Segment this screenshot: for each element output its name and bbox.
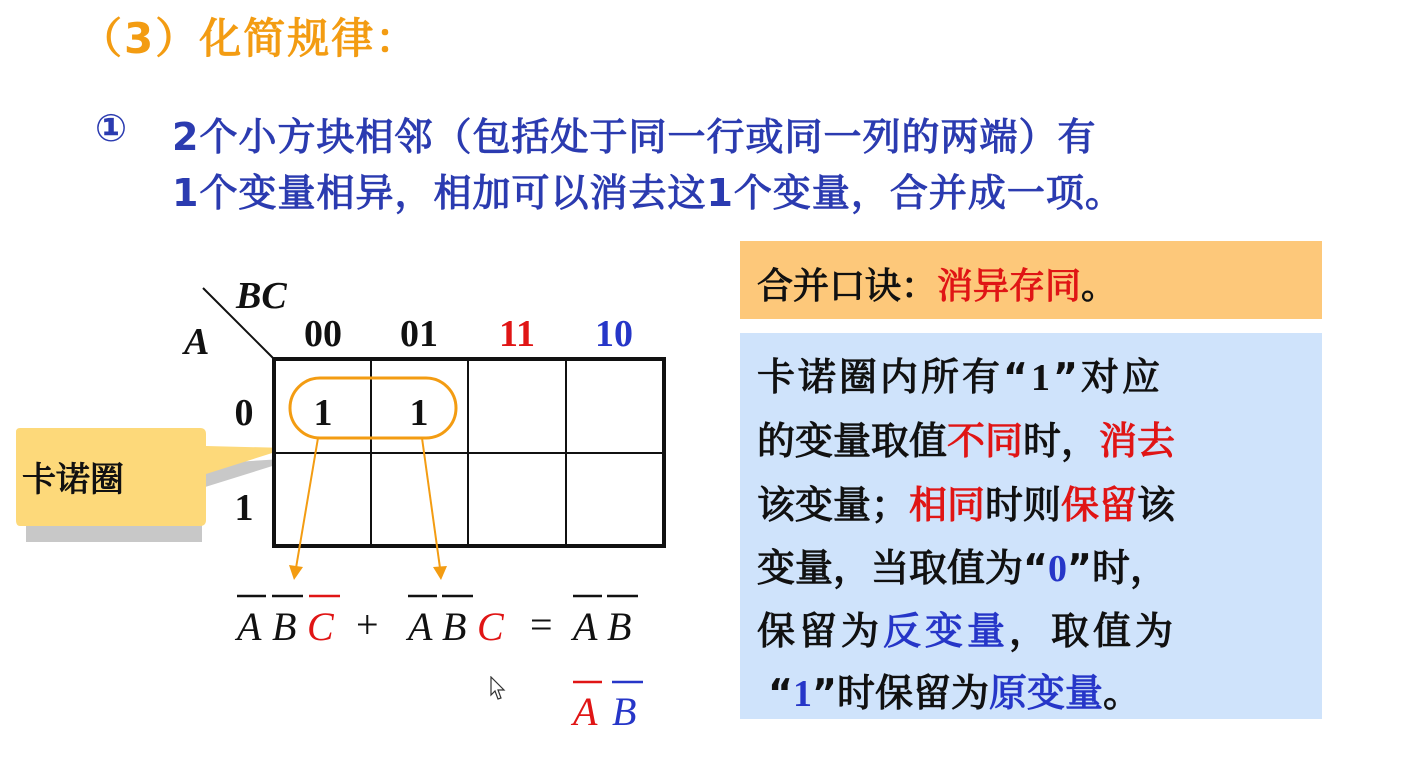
rule-text: “ <box>768 671 793 715</box>
row-header-1: 1 <box>234 487 254 529</box>
mnemonic-end: 。 <box>1081 266 1118 307</box>
rule-text: 保留为 <box>757 609 884 653</box>
point-line-2: 1个变量相异，相加可以消去这1个变量，合并成一项。 <box>172 171 1124 215</box>
rule-text: ”对应 <box>1052 355 1163 399</box>
rule-highlight-red: 消去 <box>1099 419 1176 463</box>
kmap-grid <box>274 359 664 546</box>
rule-text: 变量，当取值为“ <box>757 546 1048 590</box>
rule-text: 该变量； <box>757 483 910 527</box>
rule-line-3 <box>757 474 1175 529</box>
term1-b: B <box>272 604 297 649</box>
rule-text: 时， <box>1023 419 1100 463</box>
rule-highlight-blue: 反变量 <box>883 609 1010 653</box>
rule-number-0: 0 <box>1047 548 1067 590</box>
rule-text: 时则 <box>985 483 1062 527</box>
col-header-01: 01 <box>400 313 438 355</box>
rule-highlight-red: 不同 <box>947 419 1024 463</box>
point-line-1: 2个小方块相邻（包括处于同一行或同一列的两端）有 <box>172 115 1097 159</box>
row-variable-label: A <box>184 321 210 363</box>
rule-line-6 <box>768 662 1141 717</box>
result-b: B <box>607 604 632 649</box>
cell-0-00: 1 <box>313 392 333 434</box>
rule-text: ”时保留为 <box>811 671 989 715</box>
col-header-10: 10 <box>595 313 633 355</box>
equals-sign: = <box>530 602 553 647</box>
rule-number-1: 1 <box>792 673 812 715</box>
rule-text: 卡诺圈内所有“ <box>757 355 1031 399</box>
term2-b: B <box>442 604 467 649</box>
rule-highlight-blue: 原变量 <box>988 671 1103 715</box>
term1-c: C <box>307 604 334 649</box>
rule-line-1 <box>757 346 1163 401</box>
col-header-11: 11 <box>499 313 535 355</box>
mnemonic-label: 合并口诀： <box>757 266 938 307</box>
row-header-0: 0 <box>234 392 254 434</box>
mnemonic-phrase: 消异存同 <box>937 266 1082 307</box>
rule-line-2 <box>757 410 1175 465</box>
callout-label: 卡诺圈 <box>22 460 124 500</box>
cell-0-01: 1 <box>409 392 429 434</box>
page-title: （3）化简规律： <box>80 14 420 63</box>
highlight-b: B <box>612 689 637 734</box>
rule-text: 。 <box>1102 671 1141 715</box>
rule-highlight-red: 相同 <box>909 483 986 527</box>
point-number: ① <box>95 106 129 150</box>
mouse-pointer-icon <box>490 676 508 702</box>
rule-text: 该 <box>1137 483 1176 527</box>
column-variable-label: BC <box>236 275 287 317</box>
rule-line-4 <box>757 537 1168 592</box>
col-header-00: 00 <box>304 313 342 355</box>
plus-sign: + <box>356 602 379 647</box>
rule-line-5 <box>757 600 1177 655</box>
highlight-a: A <box>573 689 598 734</box>
result-a: A <box>573 604 598 649</box>
rule-highlight-red: 保留 <box>1061 483 1138 527</box>
term2-a: A <box>408 604 433 649</box>
rule-number-1: 1 <box>1030 357 1053 399</box>
equation <box>234 602 636 734</box>
rule-text: 的变量取值 <box>757 419 948 463</box>
mnemonic-text <box>757 258 1117 309</box>
rule-text: ，取值为 <box>1009 609 1178 653</box>
term2-c: C <box>477 604 504 649</box>
rule-text: ”时， <box>1066 546 1168 590</box>
term1-a: A <box>237 604 262 649</box>
